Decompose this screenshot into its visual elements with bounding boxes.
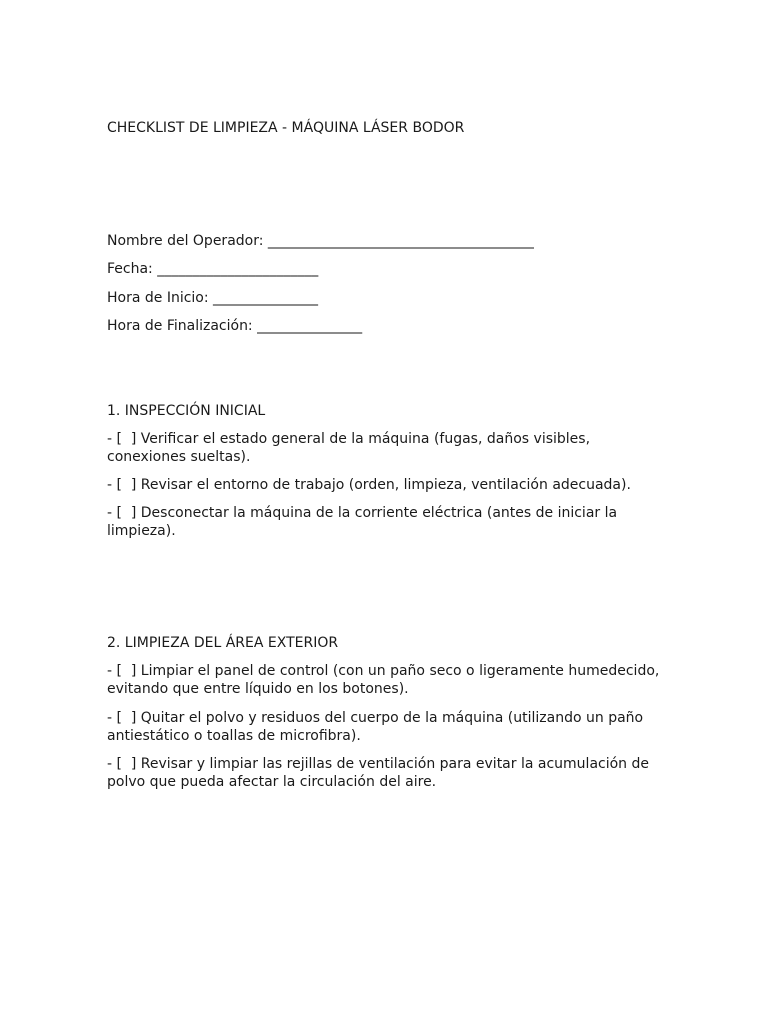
checklist-item: - [ ] Revisar y limpiar las rejillas de ventilación para evitar la acumulación de polvo que pueda afectar la circulación del aire. (107, 756, 654, 790)
end-time-field: Hora de Finalización: _______________ (107, 318, 363, 334)
start-time-field: Hora de Inicio: _______________ (107, 290, 319, 306)
checklist-item: - [ ] Desconectar la máquina de la corriente eléctrica (antes de iniciar la limpieza). (107, 505, 622, 539)
section-2-heading: 2. LIMPIEZA DEL ÁREA EXTERIOR (107, 635, 339, 651)
checklist-item: - [ ] Limpiar el panel de control (con un paño seco o ligeramente humedecido, evitando que entre líquido en los botones). (107, 663, 664, 697)
checklist-item: - [ ] Verificar el estado general de la máquina (fugas, daños visibles, conexiones sueltas). (107, 431, 595, 465)
operator-name-field: Nombre del Operador: ______________________________________ (107, 233, 534, 249)
checklist-item: - [ ] Quitar el polvo y residuos del cuerpo de la máquina (utilizando un paño antiestático o toallas de microfibra). (107, 710, 648, 744)
document-title: CHECKLIST DE LIMPIEZA - MÁQUINA LÁSER BODOR (107, 120, 465, 136)
checklist-item: - [ ] Revisar el entorno de trabajo (orden, limpieza, ventilación adecuada). (107, 477, 631, 493)
section-1-heading: 1. INSPECCIÓN INICIAL (107, 403, 266, 419)
date-field: Fecha: _______________________ (107, 261, 319, 277)
